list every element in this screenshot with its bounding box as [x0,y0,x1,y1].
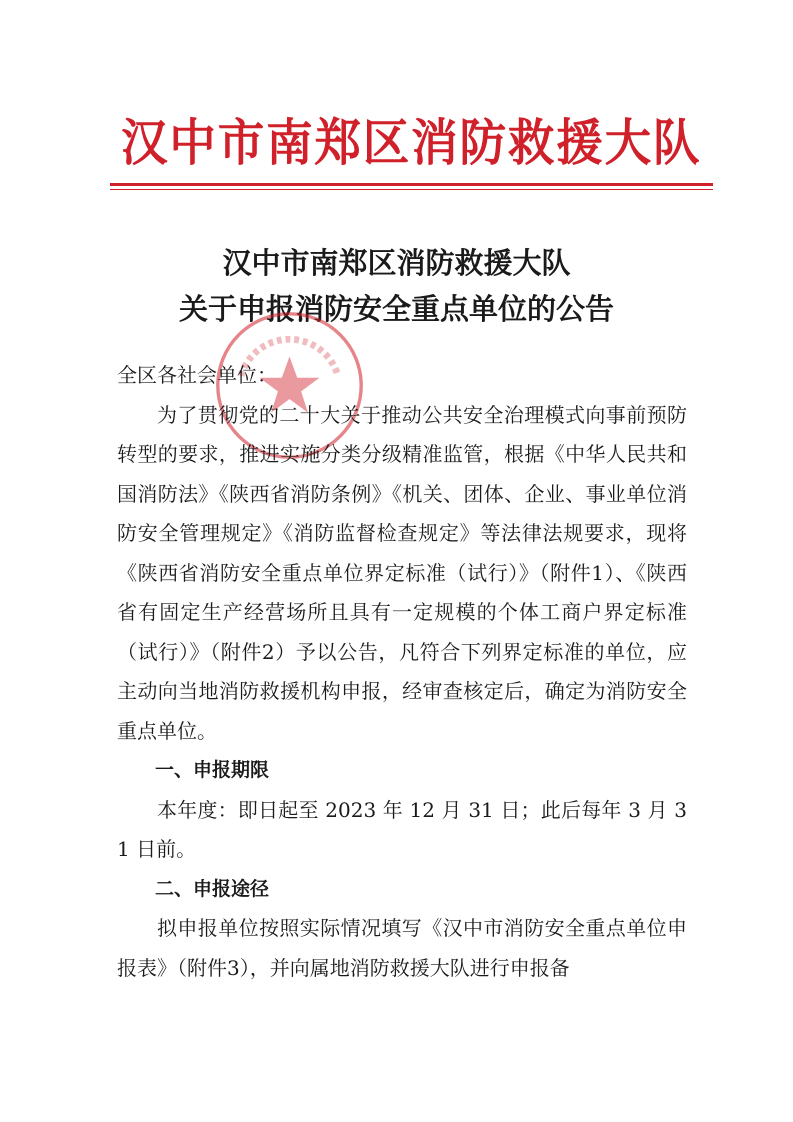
org-masthead: 汉中市南郑区消防救援大队 [121,113,702,172]
document-body [117,356,687,988]
masthead-rule-thin [110,189,713,190]
section-body-channel: 拟申报单位按照实际情况填写《汉中市消防安全重点单位申报表》（附件3），并向属地消防救援大队进行申报备 [117,916,687,980]
document-title-line1: 汉中市南郑区消防救援大队 [222,246,571,280]
masthead-rule-thick [110,183,713,186]
salutation: 全区各社会单位： [117,363,277,387]
section-body-deadline: 本年度：即日起至 2023 年 12 月 31 日；此后每年 3 月 31 日前。 [117,797,687,861]
intro-paragraph: 为了贯彻党的二十大关于推动公共安全治理模式向事前预防转型的要求，推进实施分类分级精准监管，根据《中华人民共和国消防法》《陕西省消防条例》《机关、团体、企业、事业单位消防安全管理规定》《消防监督检查规定》等法律法规要求，现将《陕西省消防安全重点单位界定标准（试行）》（附件1）、《陕西省有固定生产经营场所且具有一定规模的个体工商户界定标准（试行）》（附件2）予以公告，凡符合下列界定标准的单位，应主动向当地消防救援机构申报，经审查核定后，确定为消防安全重点单位。 [117,402,687,743]
section-heading-channel: 二、申报途径 [155,877,270,900]
document-title-line2: 关于申报消防安全重点单位的公告 [178,292,614,326]
section-heading-deadline: 一、申报期限 [155,759,270,781]
